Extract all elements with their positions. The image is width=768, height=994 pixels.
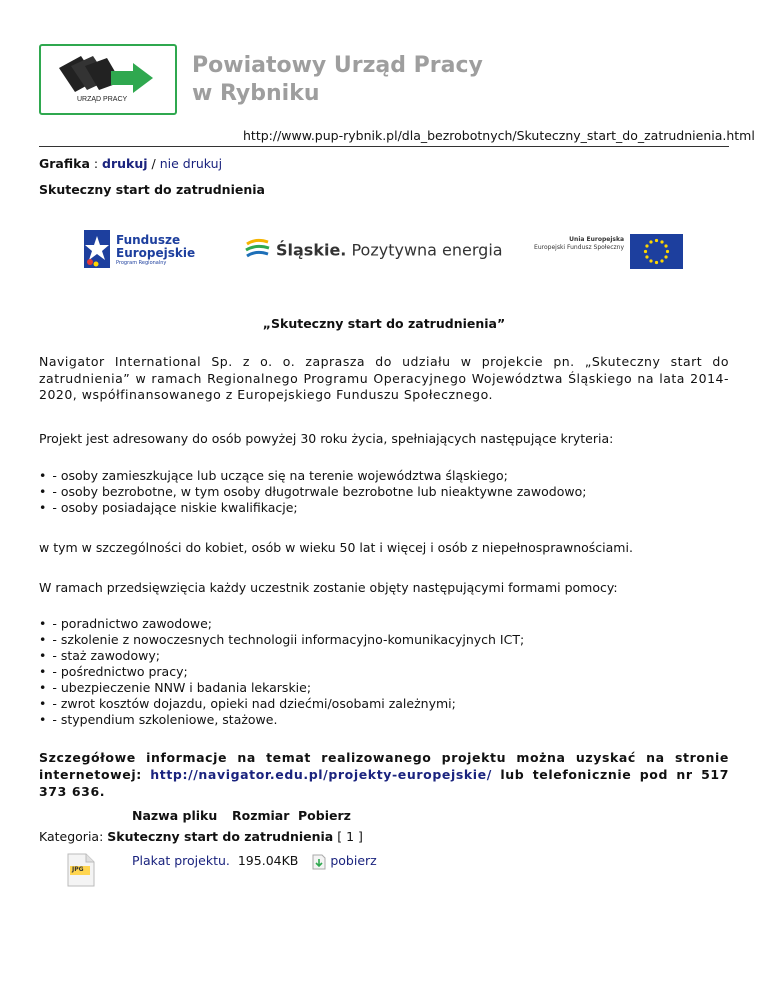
no-print-link[interactable]: nie drukuj [159,156,223,171]
list-item: • - osoby posiadające niskie kwalifikacje; [39,500,586,516]
eu-star [666,250,669,253]
separator: / [147,156,160,171]
slaskie-logo [244,236,503,264]
ue-line-2: Europejski Fundusz Społeczny [534,244,624,251]
eu-star [660,240,663,243]
fundusze-europejskie-logo [82,228,196,273]
fe-line-2: Europejskie [116,246,196,260]
download-icon [312,854,326,870]
fe-star-icon [82,228,112,270]
eu-flag-icon [630,234,683,269]
category-label: Kategoria: [39,829,108,844]
fe-line-3: Program Regionalny [116,260,167,266]
col-name: Nazwa pliku [132,808,218,823]
page-title: Skuteczny start do zatrudnienia [39,182,265,197]
list-item: • - poradnictwo zawodowe; [39,616,524,632]
file-type-label: JPG [72,866,84,873]
eu-star [644,250,647,253]
criteria-intro: Projekt jest adresowany do osób powyżej 30 roku życia, spełniających następujące kryteria: [39,431,614,446]
support-intro: W ramach przedsięwzięcia każdy uczestnik zostanie objęty następującymi formami pomocy: [39,580,618,595]
col-size: Rozmiar [232,808,290,823]
brand-line-2: w Rybniku [192,81,320,106]
page-url: http://www.pup-rybnik.pl/dla_bezrobotnych/Skuteczny_start_do_zatrudnienia.html [243,128,755,143]
eu-star [664,244,667,247]
eu-star [649,259,652,262]
list-item: • - pośrednictwo pracy; [39,664,524,680]
list-item: • - ubezpieczenie NNW i badania lekarskie; [39,680,524,696]
eu-star [664,255,667,258]
list-item: • - stypendium szkoleniowe, stażowe. [39,712,524,728]
priority-paragraph: w tym w szczególności do kobiet, osób w wieku 50 lat i więcej i osób z niepełnosprawnościami. [39,540,633,555]
separator: : [89,156,103,171]
list-item: • - osoby bezrobotne, w tym osoby długotrwale bezrobotne lub nieaktywne zawodowo; [39,484,586,500]
eu-star [655,239,658,242]
list-item: • - szkolenie z nowoczesnych technologii informacyjno-komunikacyjnych ICT; [39,632,524,648]
files-table-header [132,808,351,823]
category-row [39,829,363,844]
ue-line-1: Unia Europejska [569,236,624,243]
ue-text [528,236,624,252]
download-link[interactable] [312,853,376,868]
fe-line-1: Fundusze [116,233,181,247]
print-toggle [39,156,222,171]
jpg-file-icon[interactable] [64,853,96,887]
brand-line-1: Powiatowy Urząd Pracy [192,53,483,78]
eu-star [655,261,658,264]
category-count: [ 1 ] [333,829,363,844]
slaskie-waves-icon [244,236,272,264]
file-name-link[interactable]: Plakat projektu. [132,853,230,868]
file-row [132,853,377,870]
criteria-list [39,468,586,516]
project-heading: „Skuteczny start do zatrudnienia” [262,316,506,331]
eu-star [645,244,648,247]
details-text: Szczegółowe informacje na temat realizowanego projektu można uzyskać na stronie internetowej: [39,750,729,782]
download-label[interactable]: pobierz [330,853,377,868]
header-divider [39,146,729,147]
list-item: • - osoby zamieszkujące lub uczące się na terenie województwa śląskiego; [39,468,586,484]
navigator-link[interactable]: http://navigator.edu.pl/projekty-europejskie/ [150,767,492,782]
slaskie-tagline: Pozytywna energia [346,240,503,260]
eu-star [649,240,652,243]
print-link[interactable]: drukuj [102,156,148,171]
logo-caption: URZĄD PRACY [77,96,128,103]
pup-logo[interactable] [39,44,177,115]
category-name: Skuteczny start do zatrudnienia [107,829,334,844]
support-list [39,616,524,728]
col-download: Pobierz [298,808,351,823]
slaskie-bold: Śląskie. [275,240,347,260]
intro-paragraph: Navigator International Sp. z o. o. zaprasza do udziału w projekcie pn. „Skuteczny start do zatrudnienia” w ramach Regionalnego Programu Operacyjnego Województwa Śląskiego na lata 2014-2020, współfinansowanego z Europejskiego Funduszu Społecznego. [39,354,729,402]
list-item: • - staż zawodowy; [39,648,524,664]
details-paragraph [39,749,729,800]
list-item: • - zwrot kosztów dojazdu, opieki nad dziećmi/osobami zależnymi; [39,696,524,712]
brand-name [192,52,483,108]
eu-star [645,255,648,258]
details-phone: lub telefonicznie pod nr 517 373 636. [39,767,729,799]
file-size: 195.04KB [237,853,299,868]
grafika-label: Grafika [39,156,90,171]
sponsor-logos [80,224,690,282]
eu-star [660,259,663,262]
